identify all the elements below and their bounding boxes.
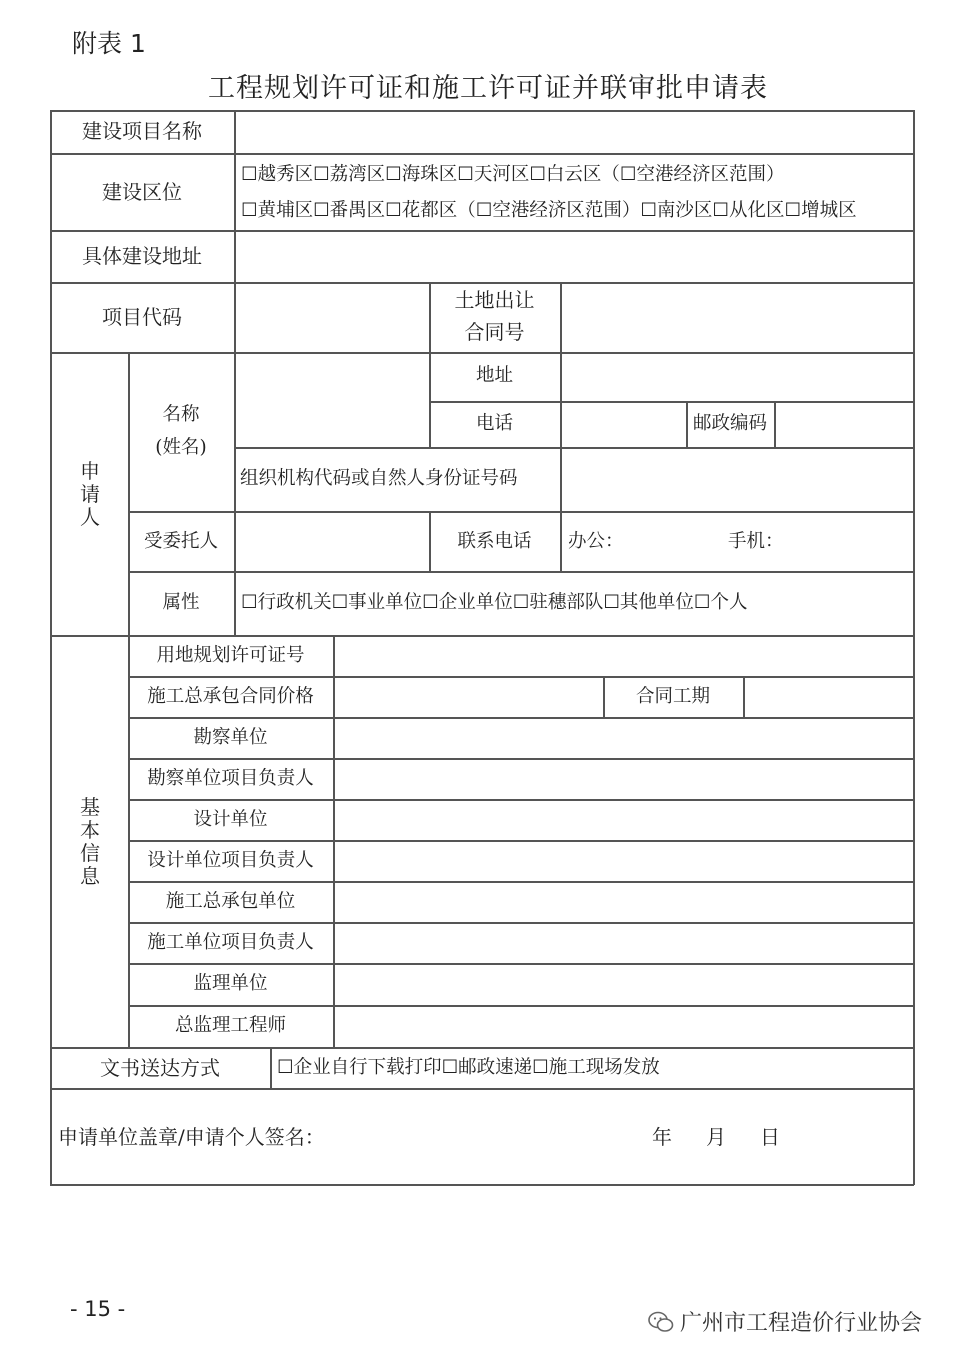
delivery-method-label: 文书送达方式	[100, 1056, 220, 1080]
signature-label: 申请单位盖章/申请个人签名：	[58, 1125, 325, 1149]
wechat-icon	[648, 1311, 674, 1333]
district-label: 建设区位	[102, 180, 182, 204]
land-contract-label-line2: 合同号	[464, 320, 525, 344]
design-unit-field[interactable]	[335, 801, 912, 839]
design-manager-field[interactable]	[335, 842, 912, 880]
land-permit-field[interactable]	[335, 637, 912, 675]
table-border-bottom	[50, 1184, 914, 1186]
construction-manager-label: 施工单位项目负责人	[147, 932, 314, 953]
applicant-name-label: 名称	[162, 404, 200, 425]
basic-info-group-label: 基 本 信 息	[80, 795, 100, 888]
project-name-label: 建设项目名称	[82, 119, 202, 143]
date-day-label: 日	[760, 1125, 780, 1149]
applicant-address-field[interactable]	[562, 354, 912, 400]
agent-field[interactable]	[236, 513, 428, 570]
district-options-line1[interactable]: ☐越秀区☐荔湾区☐海珠区☐天河区☐白云区（☐空港经济区范围）	[241, 164, 785, 185]
date-month-label: 月	[706, 1125, 726, 1149]
page-number: - 15 -	[70, 1297, 126, 1321]
applicant-phone-field[interactable]	[562, 403, 685, 446]
postal-code-label: 邮政编码	[692, 413, 767, 434]
land-permit-label: 用地规划许可证号	[156, 645, 305, 666]
address-label: 具体建设地址	[82, 244, 202, 268]
supervision-unit-field[interactable]	[335, 965, 912, 1004]
attribute-label: 属性	[162, 592, 200, 613]
signature-area[interactable]	[340, 1100, 630, 1170]
contract-price-field[interactable]	[335, 678, 602, 716]
contractor-label: 施工总承包单位	[165, 891, 296, 912]
supervision-unit-label: 监理单位	[193, 973, 268, 994]
applicant-address-label: 地址	[475, 365, 513, 386]
chief-supervisor-label: 总监理工程师	[174, 1015, 286, 1036]
watermark	[648, 1306, 922, 1337]
form-title: 工程规划许可证和施工许可证并联审批申请表	[208, 73, 768, 104]
project-code-label: 项目代码	[102, 305, 182, 329]
applicant-name-sublabel: (姓名)	[155, 437, 207, 458]
office-phone-label: 办公：	[568, 531, 624, 552]
contact-phone-label: 联系电话	[457, 531, 532, 552]
org-code-field[interactable]	[562, 449, 912, 510]
chief-supervisor-field[interactable]	[335, 1007, 912, 1046]
mobile-phone-label: 手机：	[728, 531, 784, 552]
land-contract-label-line1: 土地出让	[454, 288, 535, 312]
applicant-phone-label: 电话	[475, 413, 513, 434]
design-manager-label: 设计单位项目负责人	[147, 850, 314, 871]
survey-manager-field[interactable]	[335, 760, 912, 798]
delivery-options[interactable]: ☐企业自行下载打印☐邮政速递☐施工现场发放	[277, 1057, 660, 1078]
applicant-name-field[interactable]	[236, 354, 428, 446]
postal-code-field[interactable]	[776, 403, 912, 446]
design-unit-label: 设计单位	[193, 809, 268, 830]
table-border-left	[50, 110, 52, 1185]
address-field[interactable]	[236, 232, 912, 281]
contract-period-field[interactable]	[745, 678, 912, 716]
project-name-field[interactable]	[236, 112, 912, 152]
contract-period-label: 合同工期	[635, 686, 710, 707]
survey-manager-label: 勘察单位项目负责人	[147, 768, 314, 789]
contract-price-label: 施工总承包合同价格	[147, 686, 314, 707]
attribute-options[interactable]: ☐行政机关☐事业单位☐企业单位☐驻穗部队☐其他单位☐个人	[241, 592, 748, 613]
land-contract-field[interactable]	[562, 284, 912, 351]
table-border-right	[913, 110, 915, 1185]
survey-unit-field[interactable]	[335, 719, 912, 757]
annex-label: 附表 1	[72, 29, 146, 58]
applicant-group-label: 申 请 人	[80, 459, 100, 529]
project-code-field[interactable]	[236, 284, 428, 351]
date-year-label: 年	[652, 1125, 672, 1149]
construction-manager-field[interactable]	[335, 924, 912, 962]
org-code-label: 组织机构代码或自然人身份证号码	[240, 468, 518, 489]
survey-unit-label: 勘察单位	[193, 727, 268, 748]
contractor-field[interactable]	[335, 883, 912, 921]
agent-label: 受委托人	[143, 531, 218, 552]
district-options-line2[interactable]: ☐黄埔区☐番禺区☐花都区（☐空港经济区范围）☐南沙区☐从化区☐增城区	[241, 200, 857, 221]
watermark-text: 广州市工程造价行业协会	[680, 1311, 923, 1336]
